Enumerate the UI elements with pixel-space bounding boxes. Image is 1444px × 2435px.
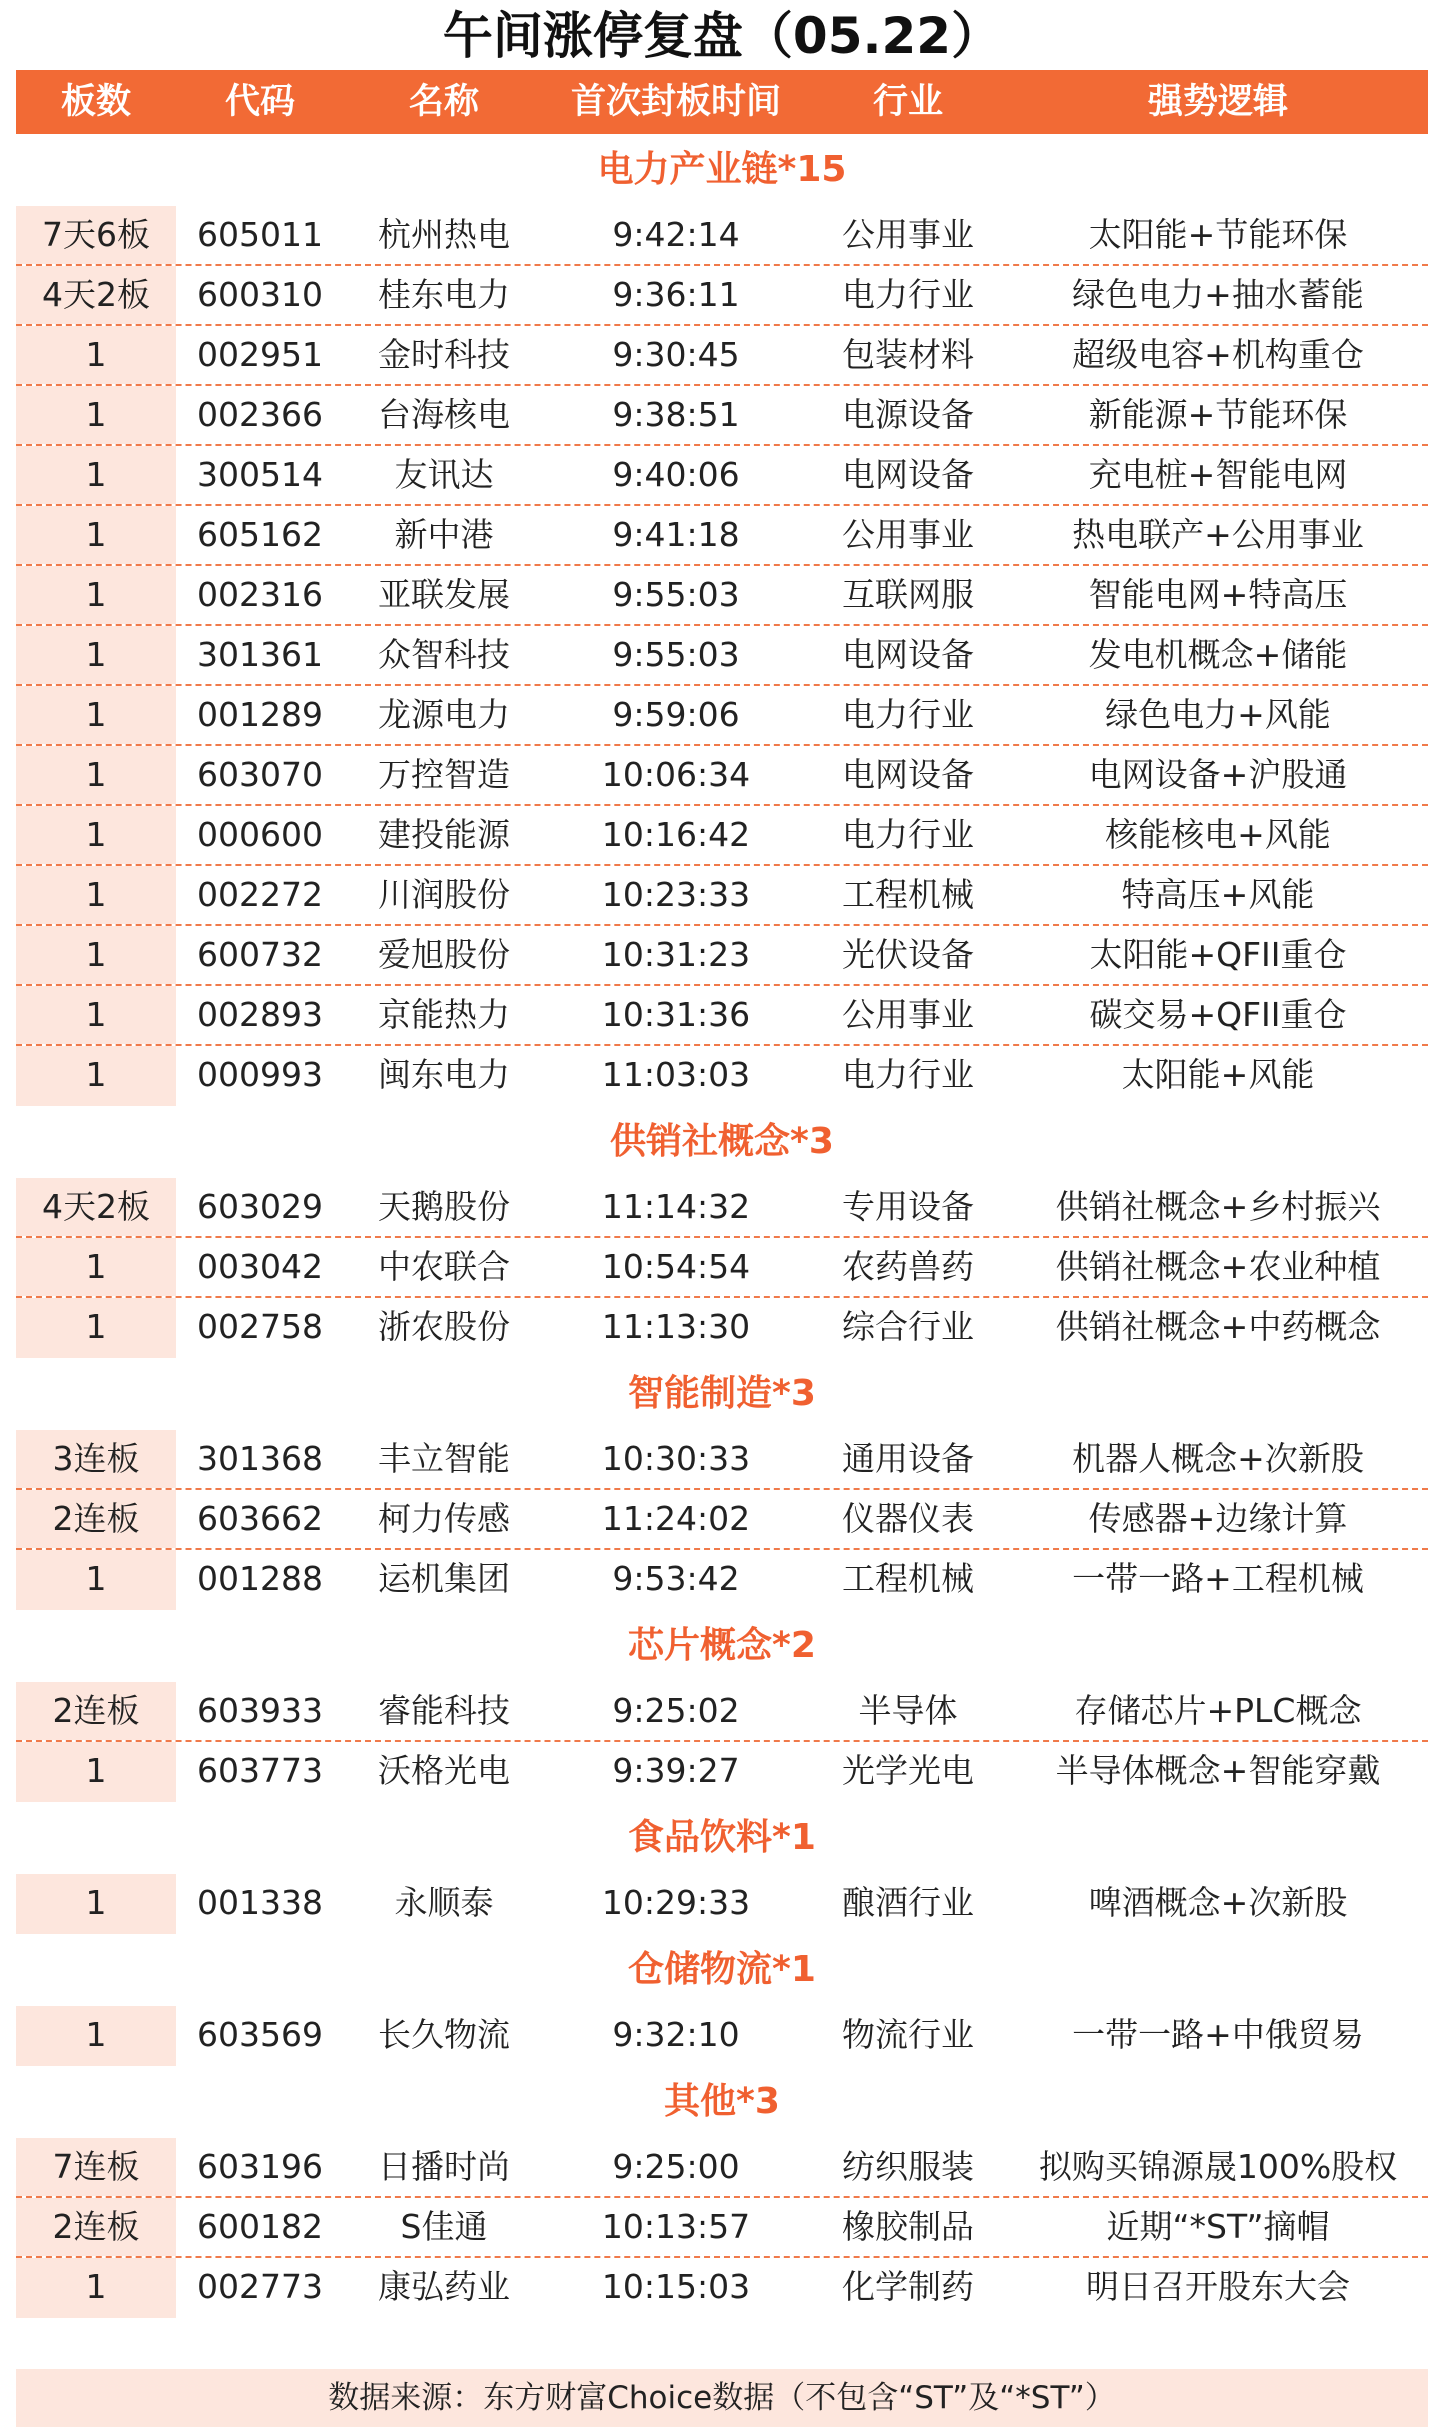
cell-first-seal-time: 10:06:34 [601, 755, 751, 794]
cell-board-count: 1 [16, 2006, 176, 2066]
table-row [16, 686, 1428, 746]
cell-code: 603662 [197, 1499, 323, 1538]
section-title: 仓储物流*1 [628, 1949, 816, 1990]
cell-board-count: 4天2板 [16, 1178, 176, 1236]
cell-code: 605162 [197, 515, 323, 554]
cell-board-count: 1 [16, 326, 176, 384]
cell-logic: 一带一路+中俄贸易 [1072, 2015, 1364, 2054]
cell-first-seal-time: 9:39:27 [612, 1751, 740, 1790]
cell-first-seal-time: 9:41:18 [612, 515, 740, 554]
cell-code: 000600 [197, 815, 323, 854]
cell-code: 600182 [197, 2207, 323, 2246]
cell-logic: 一带一路+工程机械 [1072, 1559, 1364, 1598]
cell-name: 友讯达 [394, 455, 494, 494]
cell-first-seal-time: 10:54:54 [601, 1247, 751, 1286]
cell-logic: 明日召开股东大会 [1086, 2267, 1350, 2306]
cell-code: 002366 [197, 395, 323, 434]
cell-board-count: 2连板 [16, 2198, 176, 2256]
cell-logic: 核能核电+风能 [1105, 815, 1331, 854]
cell-industry: 电力行业 [842, 1055, 974, 1094]
cell-name: 永顺泰 [394, 1883, 494, 1922]
cell-industry: 酿酒行业 [842, 1883, 974, 1922]
table-row [16, 1490, 1428, 1550]
cell-code: 603029 [197, 1187, 323, 1226]
cell-code: 003042 [197, 1247, 323, 1286]
sections-container [0, 134, 1444, 2318]
cell-first-seal-time: 10:15:03 [601, 2267, 751, 2306]
cell-industry: 电源设备 [842, 395, 974, 434]
table-row [16, 806, 1428, 866]
section-title: 食品饮料*1 [628, 1817, 816, 1858]
cell-name: S佳通 [400, 2207, 488, 2246]
cell-first-seal-time: 9:40:06 [612, 455, 740, 494]
cell-name: 桂东电力 [378, 275, 510, 314]
cell-name: 天鹅股份 [378, 1187, 510, 1226]
cell-board-count: 1 [16, 566, 176, 624]
cell-logic: 近期“*ST”摘帽 [1106, 2207, 1330, 2246]
table-row [16, 1550, 1428, 1610]
cell-logic: 绿色电力+抽水蓄能 [1072, 275, 1364, 314]
table-row [16, 2258, 1428, 2318]
cell-board-count: 1 [16, 446, 176, 504]
cell-logic: 供销社概念+农业种植 [1055, 1247, 1381, 1286]
cell-code: 002893 [197, 995, 323, 1034]
table-row [16, 446, 1428, 506]
cell-industry: 电网设备 [842, 455, 974, 494]
cell-industry: 工程机械 [842, 875, 974, 914]
cell-code: 603933 [197, 1691, 323, 1730]
cell-board-count: 1 [16, 506, 176, 564]
cell-first-seal-time: 9:25:00 [612, 2147, 740, 2186]
cell-logic: 啤酒概念+次新股 [1088, 1883, 1348, 1922]
cell-logic: 半导体概念+智能穿戴 [1055, 1751, 1381, 1790]
table-row [16, 866, 1428, 926]
cell-name: 长久物流 [378, 2015, 510, 2054]
table-row [16, 626, 1428, 686]
cell-name: 爱旭股份 [378, 935, 510, 974]
cell-first-seal-time: 10:30:33 [601, 1439, 751, 1478]
table-row [16, 1682, 1428, 1742]
cell-logic: 发电机概念+储能 [1088, 635, 1348, 674]
cell-code: 001288 [197, 1559, 323, 1598]
cell-first-seal-time: 10:29:33 [601, 1883, 751, 1922]
header-board-count: 板数 [60, 82, 131, 122]
cell-board-count: 4天2板 [16, 266, 176, 324]
table-row [16, 1178, 1428, 1238]
table-row [16, 1874, 1428, 1934]
cell-board-count: 1 [16, 866, 176, 924]
cell-board-count: 1 [16, 2258, 176, 2318]
header-code: 代码 [224, 82, 295, 122]
table-row [16, 2006, 1428, 2066]
cell-code: 600310 [197, 275, 323, 314]
section-rows [0, 2006, 1444, 2066]
section-title: 其他*3 [664, 2081, 780, 2122]
cell-board-count: 1 [16, 1046, 176, 1106]
section-title: 电力产业链*15 [597, 149, 847, 190]
cell-code: 603569 [197, 2015, 323, 2054]
cell-code: 002773 [197, 2267, 323, 2306]
data-source-footer: 数据来源：东方财富Choice数据（不包含“ST”及“*ST”） [16, 2369, 1428, 2427]
cell-first-seal-time: 9:59:06 [612, 695, 740, 734]
cell-industry: 半导体 [858, 1691, 958, 1730]
cell-board-count: 7天6板 [16, 206, 176, 264]
section-rows [0, 1874, 1444, 1934]
cell-logic: 新能源+节能环保 [1088, 395, 1348, 434]
section-title: 智能制造*3 [628, 1373, 816, 1414]
cell-name: 闽东电力 [378, 1055, 510, 1094]
cell-logic: 拟购买锦源晟100%股权 [1038, 2147, 1398, 2186]
cell-industry: 电网设备 [842, 755, 974, 794]
cell-industry: 公用事业 [842, 995, 974, 1034]
table-row [16, 2138, 1428, 2198]
header-industry: 行业 [872, 82, 943, 122]
cell-industry: 公用事业 [842, 515, 974, 554]
section-title: 芯片概念*2 [628, 1625, 816, 1666]
cell-logic: 太阳能+QFII重仓 [1089, 935, 1347, 974]
table-row [16, 986, 1428, 1046]
cell-board-count: 2连板 [16, 1490, 176, 1548]
table-row [16, 1046, 1428, 1106]
table-row [16, 326, 1428, 386]
cell-first-seal-time: 10:31:36 [601, 995, 751, 1034]
cell-code: 001338 [197, 1883, 323, 1922]
cell-industry: 橡胶制品 [842, 2207, 974, 2246]
cell-code: 002316 [197, 575, 323, 614]
cell-code: 605011 [197, 215, 323, 254]
table-header [16, 70, 1428, 134]
cell-board-count: 1 [16, 1238, 176, 1296]
cell-industry: 物流行业 [842, 2015, 974, 2054]
cell-name: 康弘药业 [378, 2267, 510, 2306]
cell-name: 龙源电力 [378, 695, 510, 734]
cell-industry: 通用设备 [842, 1439, 974, 1478]
cell-name: 中农联合 [378, 1247, 510, 1286]
cell-board-count: 3连板 [16, 1430, 176, 1488]
cell-name: 睿能科技 [378, 1691, 510, 1730]
section-rows [0, 206, 1444, 1106]
table-row [16, 386, 1428, 446]
cell-logic: 存储芯片+PLC概念 [1074, 1691, 1362, 1730]
cell-code: 001289 [197, 695, 323, 734]
cell-board-count: 1 [16, 1874, 176, 1934]
cell-logic: 智能电网+特高压 [1088, 575, 1348, 614]
cell-first-seal-time: 9:36:11 [612, 275, 740, 314]
cell-board-count: 1 [16, 686, 176, 744]
cell-first-seal-time: 9:55:03 [612, 575, 740, 614]
cell-logic: 超级电容+机构重仓 [1072, 335, 1364, 374]
cell-logic: 供销社概念+乡村振兴 [1055, 1187, 1381, 1226]
header-first-seal-time: 首次封板时间 [570, 82, 781, 122]
table-row [16, 1430, 1428, 1490]
table-row [16, 506, 1428, 566]
page-title: 午间涨停复盘（05.22） [442, 7, 1002, 65]
cell-logic: 太阳能+风能 [1121, 1055, 1315, 1094]
cell-board-count: 1 [16, 1550, 176, 1610]
cell-logic: 传感器+边缘计算 [1088, 1499, 1348, 1538]
cell-board-count: 1 [16, 806, 176, 864]
cell-logic: 充电桩+智能电网 [1088, 455, 1348, 494]
cell-logic: 热电联产+公用事业 [1072, 515, 1364, 554]
cell-name: 日播时尚 [378, 2147, 510, 2186]
cell-industry: 电力行业 [842, 815, 974, 854]
cell-code: 301368 [197, 1439, 323, 1478]
cell-first-seal-time: 11:13:30 [601, 1307, 751, 1346]
cell-name: 建投能源 [378, 815, 510, 854]
table-row [16, 2198, 1428, 2258]
cell-name: 浙农股份 [378, 1307, 510, 1346]
table-row [16, 206, 1428, 266]
cell-board-count: 1 [16, 626, 176, 684]
cell-code: 002272 [197, 875, 323, 914]
cell-board-count: 1 [16, 386, 176, 444]
cell-name: 金时科技 [378, 335, 510, 374]
section-rows [0, 2138, 1444, 2318]
cell-name: 亚联发展 [378, 575, 510, 614]
cell-first-seal-time: 11:03:03 [601, 1055, 751, 1094]
cell-board-count: 1 [16, 1742, 176, 1802]
table-row [16, 1742, 1428, 1802]
cell-name: 川润股份 [378, 875, 510, 914]
table-row [16, 266, 1428, 326]
table-row [16, 566, 1428, 626]
section-rows [0, 1178, 1444, 1358]
cell-first-seal-time: 9:25:02 [612, 1691, 740, 1730]
cell-board-count: 1 [16, 926, 176, 984]
cell-board-count: 1 [16, 746, 176, 804]
cell-industry: 包装材料 [842, 335, 974, 374]
cell-name: 台海核电 [378, 395, 510, 434]
section-rows [0, 1430, 1444, 1610]
cell-name: 丰立智能 [378, 1439, 510, 1478]
header-name: 名称 [408, 82, 479, 122]
cell-logic: 碳交易+QFII重仓 [1089, 995, 1347, 1034]
cell-logic: 机器人概念+次新股 [1072, 1439, 1364, 1478]
cell-code: 002951 [197, 335, 323, 374]
cell-industry: 纺织服装 [842, 2147, 974, 2186]
cell-name: 柯力传感 [378, 1499, 510, 1538]
cell-industry: 农药兽药 [842, 1247, 974, 1286]
cell-logic: 绿色电力+风能 [1105, 695, 1331, 734]
cell-logic: 太阳能+节能环保 [1088, 215, 1348, 254]
table-row [16, 1298, 1428, 1358]
cell-industry: 电力行业 [842, 695, 974, 734]
cell-first-seal-time: 10:13:57 [601, 2207, 751, 2246]
cell-industry: 仪器仪表 [842, 1499, 974, 1538]
cell-code: 603070 [197, 755, 323, 794]
cell-industry: 综合行业 [842, 1307, 974, 1346]
cell-industry: 光伏设备 [842, 935, 974, 974]
header-logic: 强势逻辑 [1147, 82, 1288, 122]
cell-industry: 专用设备 [842, 1187, 974, 1226]
cell-name: 新中港 [394, 515, 494, 554]
cell-code: 600732 [197, 935, 323, 974]
section-title: 供销社概念*3 [610, 1121, 834, 1162]
cell-first-seal-time: 10:23:33 [601, 875, 751, 914]
cell-first-seal-time: 9:38:51 [612, 395, 740, 434]
cell-board-count: 7连板 [16, 2138, 176, 2196]
cell-first-seal-time: 11:24:02 [601, 1499, 751, 1538]
cell-industry: 化学制药 [842, 2267, 974, 2306]
cell-board-count: 1 [16, 986, 176, 1044]
cell-code: 603773 [197, 1751, 323, 1790]
cell-industry: 电力行业 [842, 275, 974, 314]
table-row [16, 746, 1428, 806]
cell-industry: 工程机械 [842, 1559, 974, 1598]
cell-code: 301361 [197, 635, 323, 674]
cell-logic: 电网设备+沪股通 [1088, 755, 1348, 794]
cell-industry: 光学光电 [842, 1751, 974, 1790]
cell-board-count: 2连板 [16, 1682, 176, 1740]
cell-name: 京能热力 [378, 995, 510, 1034]
cell-name: 运机集团 [378, 1559, 510, 1598]
cell-code: 000993 [197, 1055, 323, 1094]
cell-board-count: 1 [16, 1298, 176, 1358]
cell-logic: 特高压+风能 [1121, 875, 1315, 914]
cell-first-seal-time: 9:53:42 [612, 1559, 740, 1598]
cell-code: 300514 [197, 455, 323, 494]
section-rows [0, 1682, 1444, 1802]
cell-first-seal-time: 11:14:32 [601, 1187, 751, 1226]
table-row [16, 1238, 1428, 1298]
cell-name: 杭州热电 [378, 215, 510, 254]
cell-name: 沃格光电 [378, 1751, 510, 1790]
cell-first-seal-time: 9:32:10 [612, 2015, 740, 2054]
cell-first-seal-time: 10:31:23 [601, 935, 751, 974]
cell-industry: 电网设备 [842, 635, 974, 674]
cell-code: 002758 [197, 1307, 323, 1346]
cell-first-seal-time: 9:42:14 [612, 215, 740, 254]
cell-first-seal-time: 9:55:03 [612, 635, 740, 674]
cell-name: 万控智造 [378, 755, 510, 794]
cell-code: 603196 [197, 2147, 323, 2186]
cell-name: 众智科技 [378, 635, 510, 674]
cell-industry: 公用事业 [842, 215, 974, 254]
cell-first-seal-time: 9:30:45 [612, 335, 740, 374]
cell-logic: 供销社概念+中药概念 [1055, 1307, 1381, 1346]
table-row [16, 926, 1428, 986]
cell-first-seal-time: 10:16:42 [601, 815, 751, 854]
cell-industry: 互联网服 [842, 575, 974, 614]
